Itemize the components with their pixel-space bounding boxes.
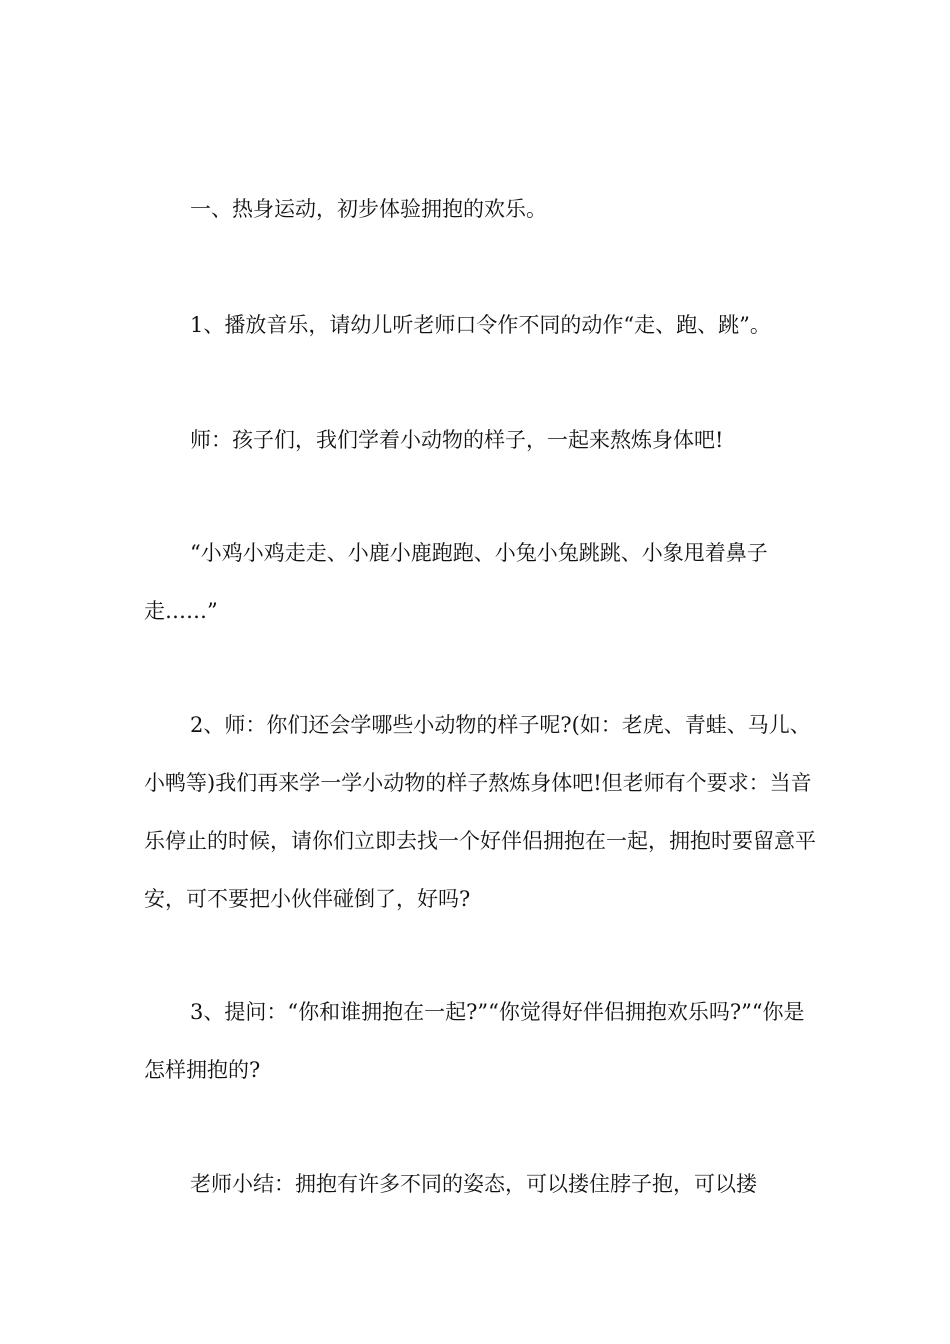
paragraph-6: 老师小结：拥抱有许多不同的姿态，可以搂住脖子抱，可以搂 <box>190 1172 757 1196</box>
paragraph-5: 3、提问：“你和谁拥抱在一起?”“你觉得好伴侣拥抱欢乐吗?”“你是怎样拥抱的? <box>144 1000 805 1082</box>
paragraph-1: 1、播放音乐，请幼儿听老师口令作不同的动作“走、跑、跳”。 <box>190 313 771 337</box>
paragraph-2: 师：孩子们，我们学着小动物的样子，一起来熬炼身体吧! <box>190 428 724 452</box>
paragraph-4: 2、师：你们还会学哪些小动物的样子呢?(如：老虎、青蛙、马儿、小鸭等)我们再来学一学小动物的样子熬炼身体吧!但老师有个要求：当音乐停止的时候，请你们立即去找一个好伴侣拥抱在一起，拥抱时要留意平安，可不要把小伙伴碰倒了，好吗? <box>144 713 816 911</box>
section-heading: 一、热身运动，初步体验拥抱的欢乐。 <box>190 197 547 221</box>
paragraph-3: “小鸡小鸡走走、小鹿小鹿跑跑、小兔小兔跳跳、小象甩着鼻子走……” <box>144 541 768 623</box>
